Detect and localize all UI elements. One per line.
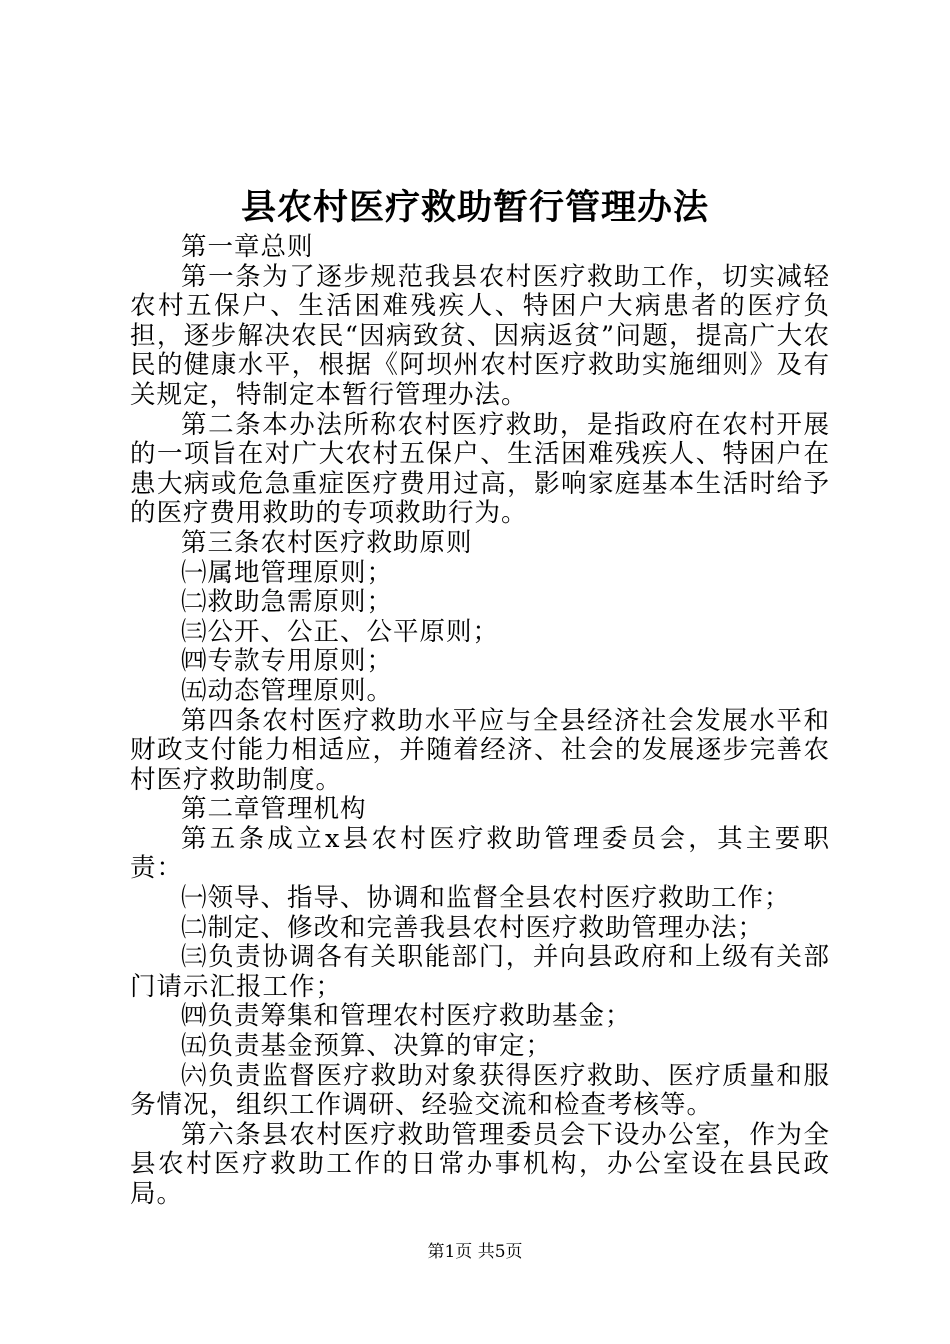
chapter-heading: 第一章总则	[181, 232, 314, 262]
article-paragraph: 第五条成立x县农村医疗救助管理委员会，其主要职责：	[130, 823, 830, 884]
list-item: ㈥负责监督医疗救助对象获得医疗救助、医疗质量和服务情况，组织工作调研、经验交流和检查考核等。	[130, 1060, 830, 1121]
article-paragraph: 第一条为了逐步规范我县农村医疗救助工作，切实减轻农村五保户、生活困难残疾人、特困户大病患者的医疗负担，逐步解决农民“因病致贫、因病返贫”问题，提高广大农民的健康水平，根据《阿坝州农村医疗救助实施细则》及有关规定，特制定本暂行管理办法。	[130, 261, 830, 410]
list-item: ㈠领导、指导、协调和监督全县农村医疗救助工作；	[181, 883, 791, 914]
document-body	[130, 233, 830, 1210]
list-item: ㈣负责筹集和管理农村医疗救助基金；	[181, 1001, 632, 1032]
page-footer: 第1页 共5页	[427, 1242, 523, 1262]
article-paragraph: 第二条本办法所称农村医疗救助，是指政府在农村开展的一项旨在对广大农村五保户、生活困难残疾人、特困户在患大病或危急重症医疗费用过高，影响家庭基本生活时给予的医疗费用救助的专项救助行为。	[130, 409, 830, 529]
document-title: 县农村医疗救助暂行管理办法	[240, 187, 709, 228]
list-item: ㈠属地管理原则；	[181, 557, 394, 588]
list-item: ㈤动态管理原则。	[181, 675, 394, 706]
list-item: ㈡救助急需原则；	[181, 587, 394, 618]
article-paragraph: 第四条农村医疗救助水平应与全县经济社会发展水平和财政支付能力相适应，并随着经济、社会的发展逐步完善农村医疗救助制度。	[130, 705, 830, 795]
list-item: ㈣专款专用原则；	[181, 646, 394, 677]
article-paragraph: 第三条农村医疗救助原则	[181, 527, 473, 558]
article-paragraph: 第六条县农村医疗救助管理委员会下设办公室，作为全县农村医疗救助工作的日常办事机构，办公室设在县民政局。	[130, 1119, 830, 1209]
chapter-heading: 第二章管理机构	[181, 794, 367, 825]
list-item: ㈡制定、修改和完善我县农村医疗救助管理办法；	[181, 912, 765, 943]
list-item: ㈢负责协调各有关职能部门，并向县政府和上级有关部门请示汇报工作；	[130, 942, 830, 1002]
list-item: ㈢公开、公正、公平原则；	[181, 616, 500, 647]
list-item: ㈤负责基金预算、决算的审定；	[181, 1031, 553, 1062]
